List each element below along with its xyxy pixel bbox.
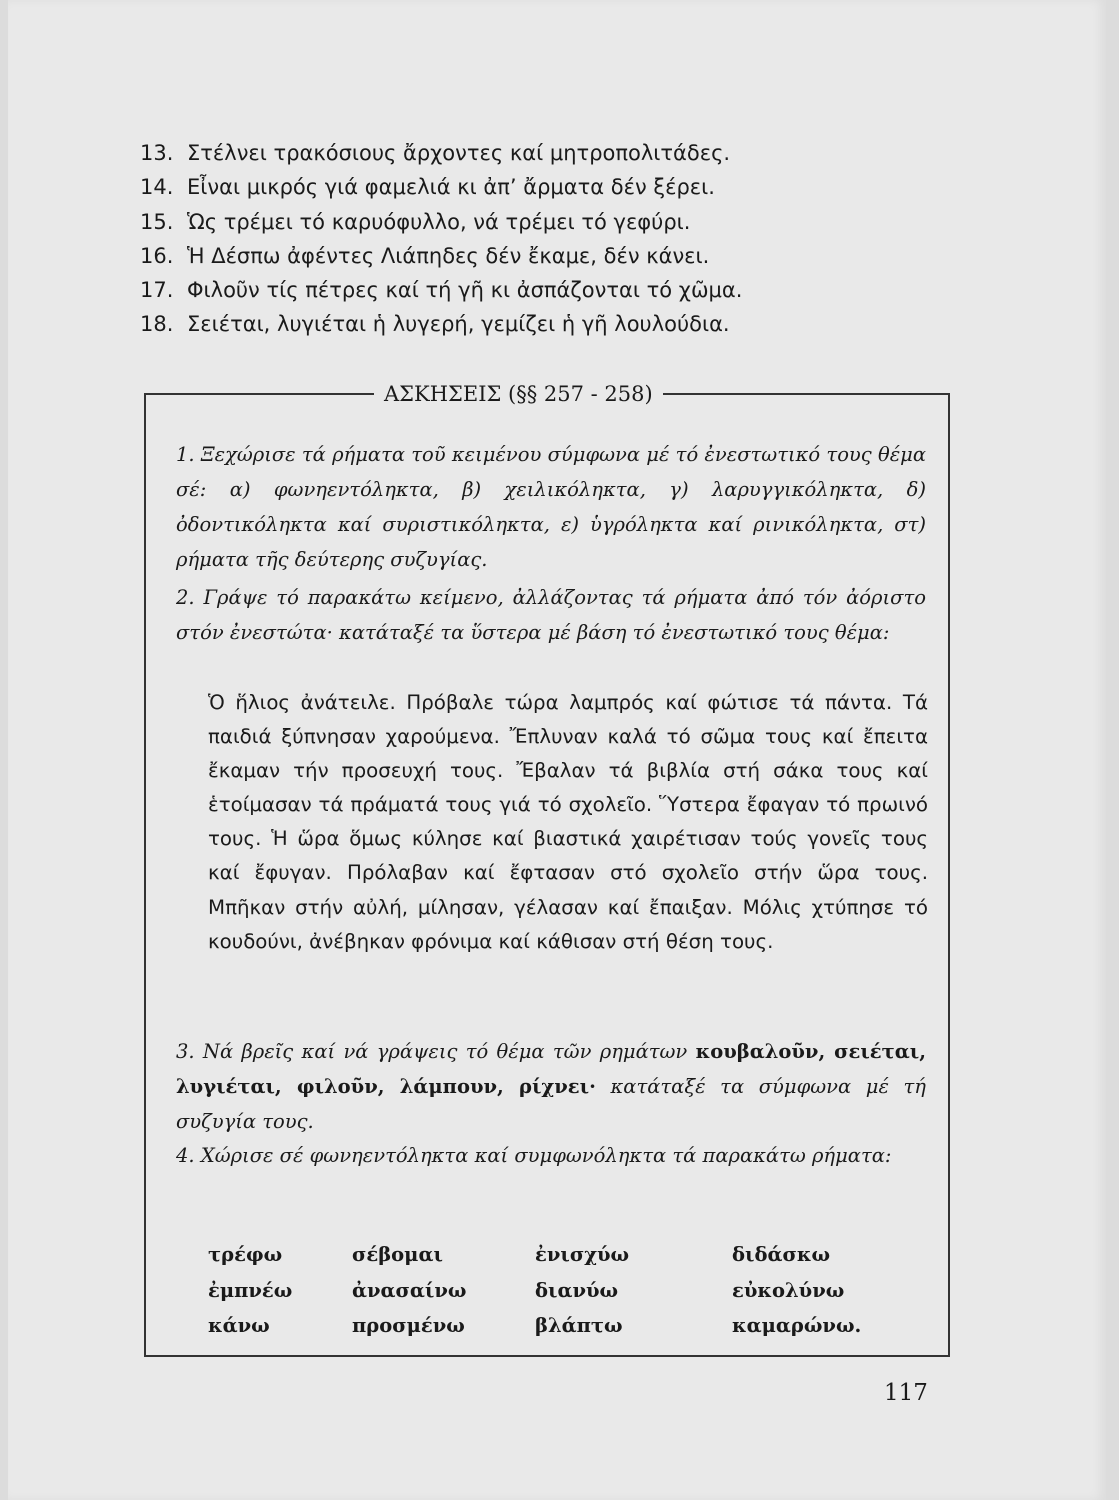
exercises-box <box>144 382 950 1357</box>
proverb-line: 13. Στέλνει τρακόσιους ἄρχοντες καί μητροπολιτάδες. <box>140 141 731 165</box>
exercise-2: 2. Γράψε τό παρακάτω κείμενο, ἀλλάζοντας τά ρήματα ἀπό τόν ἀόριστο στόν ἐνεστώτα· κατάταξέ τα ὕστερα μέ βάση τό ἐνεστωτικό τους θέμα: <box>176 586 926 644</box>
verb-item: προσμένω <box>352 1314 465 1337</box>
verb-item: ἐμπνέω <box>208 1278 293 1302</box>
book-page <box>8 0 1106 1500</box>
verb-item: καμαρώνω. <box>732 1314 862 1337</box>
verb-item: ἐνισχύω <box>535 1243 630 1266</box>
page-number: 117 <box>884 1380 928 1406</box>
proverb-line: 18. Σειέται, λυγιέται ἡ λυγερή, γεμίζει ἡ γῆ λουλούδια. <box>140 312 730 337</box>
exercises-heading: ΑΣΚΗΣΕΙΣ (§§ 257 - 258) <box>374 381 663 407</box>
verb-item: σέβομαι <box>352 1243 443 1266</box>
verb-item: κάνω <box>208 1314 270 1337</box>
verb-item: ἀνασαίνω <box>352 1278 467 1302</box>
exercise-1: 1. Ξεχώρισε τά ρήματα τοῦ κειμένου σύμφωνα μέ τό ἐνεστωτικό τους θέμα σέ: α) φωνηεντόληκτα, β) χειλικόληκτα, γ) λαρυγγικόληκτα, δ) ὀδοντικόληκτα καί συριστικόληκτα, ε) ὑγρόληκτα καί ρινικόληκτα, στ) ρήματα τῆς δεύτερης συζυγίας. <box>176 443 926 571</box>
proverb-list <box>140 136 960 342</box>
verb-item: βλάπτω <box>535 1314 623 1337</box>
verb-item: διανύω <box>535 1278 619 1302</box>
verb-item: εὐκολύνω <box>732 1278 845 1302</box>
proverb-line: 17. Φιλοῦν τίς πέτρες καί τή γῆ κι ἀσπάζονται τό χῶμα. <box>140 278 743 303</box>
exercise-4: 4. Χώρισε σέ φωνηεντόληκτα καί συμφωνόληκτα τά παρακάτω ρήματα: <box>176 1144 892 1167</box>
proverb-line: 15. Ὡς τρέμει τό καρυόφυλλο, νά τρέμει τό γεφύρι. <box>140 209 691 234</box>
verb-table <box>208 1237 928 1344</box>
exercise-2-passage: Ὁ ἥλιος ἀνάτειλε. Πρόβαλε τώρα λαμπρός καί φώτισε τά πάντα. Τά παιδιά ξύπνησαν χαρούμενα. Ἔπλυναν καλά τό σῶμα τους καί ἔπειτα ἔκαμαν τήν προσευχή τους. Ἔβαλαν τά βιβλία στή σάκα τους καί ἑτοίμασαν τά πράματά τους γιά τό σχολεῖο. Ὕστερα ἔφαγαν τό πρωινό τους. Ἡ ὥρα ὅμως κύλησε καί βιαστικά χαιρέτισαν τούς γονεῖς τους καί ἔφυγαν. Πρόλαβαν καί ἔφτασαν στό σχολεῖο στήν ὥρα τους. Μπῆκαν στήν αὐλή, μίλησαν, γέλασαν καί ἔπαιξαν. Μόλις χτύπησε τό κουδούνι, ἀνέβηκαν φρόνιμα καί κάθισαν στή θέση τους. <box>208 691 928 953</box>
exercise-3: 3. Νά βρεῖς καί νά γράψεις τό θέμα τῶν ρημάτων κουβαλοῦν, σειέται, λυγιέται, φιλοῦν, λάμπουν, ρίχνει· κατάταξέ τα σύμφωνα μέ τή συζυγία τους. <box>176 1040 927 1133</box>
verb-item: τρέφω <box>208 1243 283 1266</box>
proverb-line: 16. Ἡ Δέσπω ἀφέντες Λιάπηδες δέν ἔκαμε, δέν κάνει. <box>140 243 710 268</box>
proverb-line: 14. Εἶναι μικρός γιά φαμελιά κι ἀπ’ ἄρματα δέν ξέρει. <box>140 175 715 200</box>
verb-item: διδάσκω <box>732 1243 831 1266</box>
